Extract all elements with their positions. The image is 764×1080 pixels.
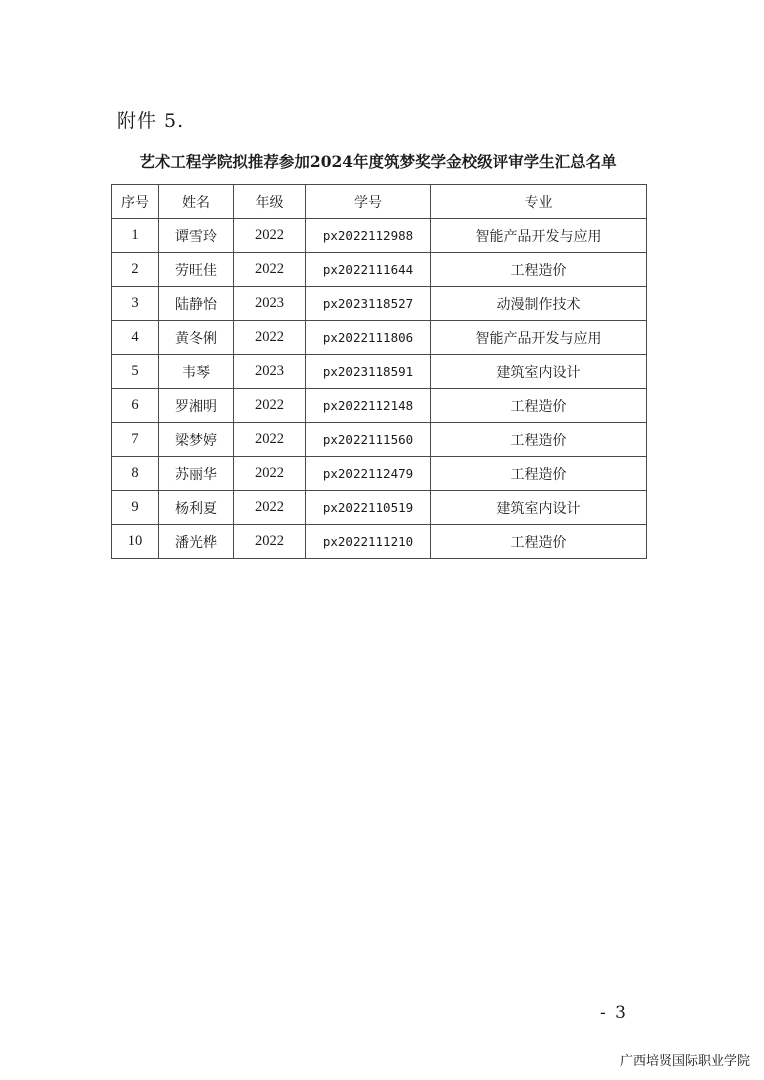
cell-grade: 2022 <box>234 525 306 559</box>
table-row <box>112 525 647 559</box>
cell-major: 工程造价 <box>431 389 647 423</box>
cell-index: 9 <box>112 491 159 525</box>
cell-grade: 2022 <box>234 253 306 287</box>
cell-index: 6 <box>112 389 159 423</box>
cell-name: 罗湘明 <box>159 389 234 423</box>
cell-major: 智能产品开发与应用 <box>431 321 647 355</box>
cell-grade: 2022 <box>234 389 306 423</box>
cell-index: 1 <box>112 219 159 253</box>
document-title: 艺术工程学院拟推荐参加2024年度筑梦奖学金校级评审学生汇总名单 <box>139 152 617 171</box>
table-row <box>112 253 647 287</box>
header-grade: 年级 <box>234 185 306 219</box>
cell-grade: 2022 <box>234 423 306 457</box>
cell-index: 2 <box>112 253 159 287</box>
table-row <box>112 389 647 423</box>
cell-student-id: px2022111210 <box>306 525 431 559</box>
cell-major: 动漫制作技术 <box>431 287 647 321</box>
cell-index: 5 <box>112 355 159 389</box>
cell-student-id: px2022111560 <box>306 423 431 457</box>
table-row <box>112 457 647 491</box>
institution-name: 广西培贤国际职业学院 <box>619 1054 750 1069</box>
cell-major: 工程造价 <box>431 525 647 559</box>
cell-grade: 2022 <box>234 457 306 491</box>
cell-major: 工程造价 <box>431 423 647 457</box>
cell-name: 黄冬俐 <box>159 321 234 355</box>
header-name: 姓名 <box>159 185 234 219</box>
cell-grade: 2023 <box>234 287 306 321</box>
table-row <box>112 287 647 321</box>
cell-student-id: px2022112988 <box>306 219 431 253</box>
cell-student-id: px2022112148 <box>306 389 431 423</box>
cell-major: 工程造价 <box>431 457 647 491</box>
cell-grade: 2022 <box>234 219 306 253</box>
cell-name: 苏丽华 <box>159 457 234 491</box>
cell-grade: 2023 <box>234 355 306 389</box>
cell-name: 韦琴 <box>159 355 234 389</box>
student-roster-table <box>111 184 647 559</box>
table-row <box>112 321 647 355</box>
cell-index: 7 <box>112 423 159 457</box>
table-row <box>112 423 647 457</box>
cell-name: 劳旺佳 <box>159 253 234 287</box>
header-index: 序号 <box>112 185 159 219</box>
header-major: 专业 <box>431 185 647 219</box>
cell-name: 陆静怡 <box>159 287 234 321</box>
cell-student-id: px2023118527 <box>306 287 431 321</box>
cell-grade: 2022 <box>234 321 306 355</box>
cell-index: 10 <box>112 525 159 559</box>
cell-student-id: px2022111806 <box>306 321 431 355</box>
cell-index: 4 <box>112 321 159 355</box>
table-header-row <box>112 185 647 219</box>
cell-student-id: px2023118591 <box>306 355 431 389</box>
cell-student-id: px2022110519 <box>306 491 431 525</box>
cell-name: 谭雪玲 <box>159 219 234 253</box>
cell-major: 建筑室内设计 <box>431 355 647 389</box>
cell-major: 建筑室内设计 <box>431 491 647 525</box>
cell-grade: 2022 <box>234 491 306 525</box>
cell-major: 工程造价 <box>431 253 647 287</box>
cell-index: 8 <box>112 457 159 491</box>
header-student-id: 学号 <box>306 185 431 219</box>
cell-name: 杨利夏 <box>159 491 234 525</box>
cell-name: 梁梦婷 <box>159 423 234 457</box>
table-row <box>112 219 647 253</box>
page-number: - 3 <box>600 1003 628 1023</box>
table-row <box>112 491 647 525</box>
cell-major: 智能产品开发与应用 <box>431 219 647 253</box>
cell-name: 潘光桦 <box>159 525 234 559</box>
attachment-label: 附件 5. <box>117 110 185 132</box>
cell-student-id: px2022111644 <box>306 253 431 287</box>
cell-index: 3 <box>112 287 159 321</box>
cell-student-id: px2022112479 <box>306 457 431 491</box>
table-row <box>112 355 647 389</box>
